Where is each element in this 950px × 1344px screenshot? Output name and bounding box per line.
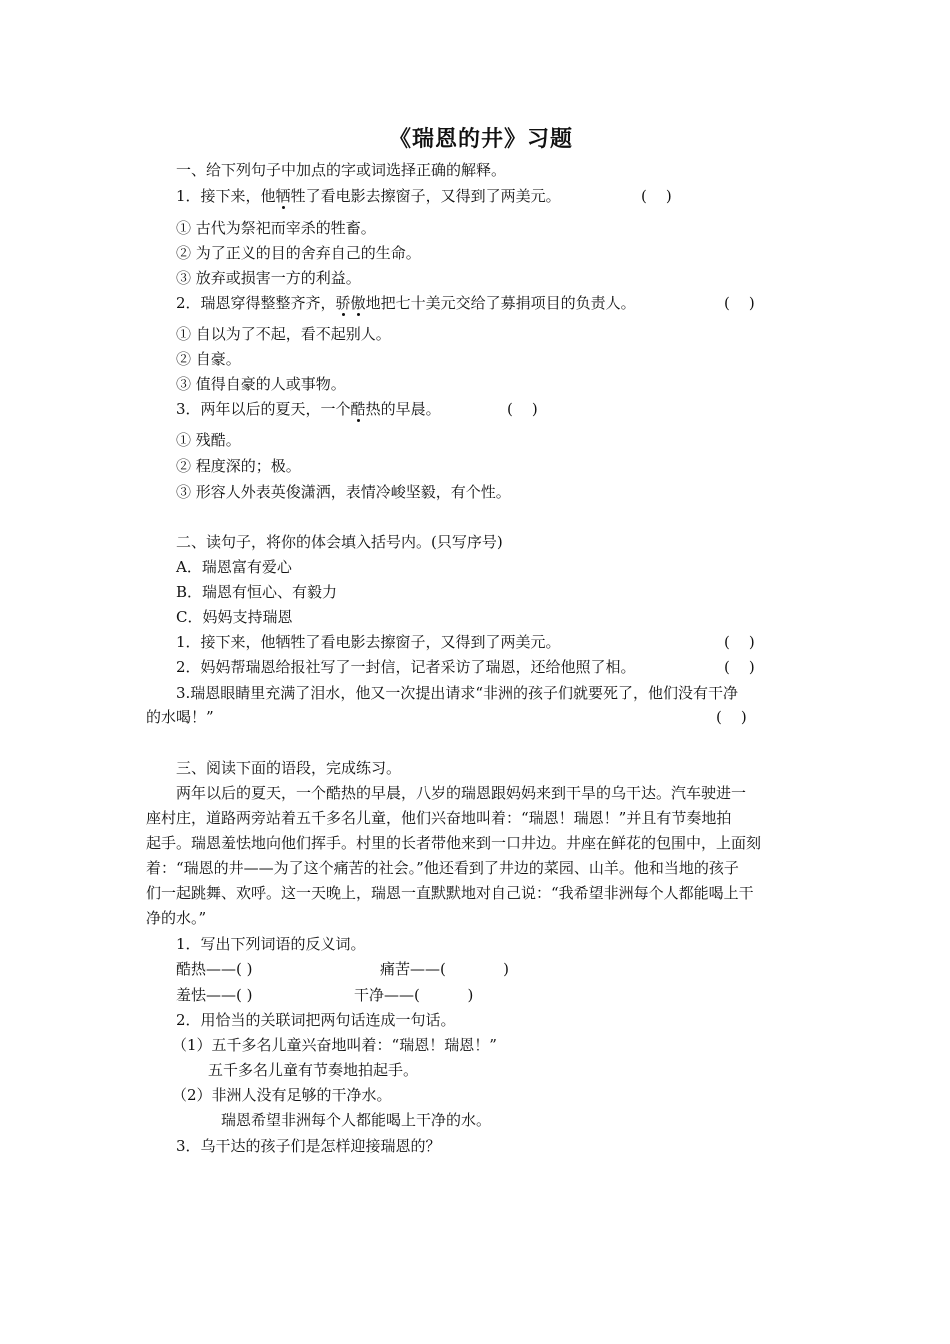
s1-q2-option: ③ 值得自豪的人或事物。 [176,375,346,393]
s1-q3-dotted-char: 酷 [350,400,366,418]
s1-q2-dotted-char: 傲 [350,294,366,312]
s1-q3-option: ① 残酷。 [176,431,241,449]
s1-q1-option: ① 古代为祭祀而宰杀的牲畜。 [176,219,376,237]
s1-question-2 [176,293,636,313]
s2-question-1: 1．接下来，他牺牲了看电影去擦窗子，又得到了两美元。 [176,633,561,651]
s3-question-3: 3．乌干达的孩子们是怎样迎接瑞恩的？ [176,1137,441,1155]
s3-q2-sentence: 瑞恩希望非洲每个人都能喝上干净的水。 [221,1111,492,1129]
antonym-blank: 羞怯——( ) [176,986,253,1004]
s2-question-3-line-1: 3.瑞恩眼睛里充满了泪水，他又一次提出请求“非洲的孩子们就要死了，他们没有干净 [176,684,738,702]
s2-option: C．妈妈支持瑞恩 [176,608,293,626]
s1-q2-answer-paren: ( ) [724,294,755,312]
s1-q2-dotted-char: 骄 [335,294,351,312]
passage-line: 起手。瑞恩羞怯地向他们挥手。村里的长者带他来到一口井边。井座在鲜花的包围中，上面刻 [146,834,762,852]
s3-question-1: 1．写出下列词语的反义词。 [176,935,366,953]
s1-q1-dotted-char: 牺 [275,187,291,205]
s2-question-3-line-2: 的水喝！” [146,708,214,726]
s1-q1-answer-paren: ( ) [641,187,672,205]
antonym-blank: 酷热——( ) [176,960,253,978]
s3-q2-sentence: 五千多名儿童有节奏地拍起手。 [208,1061,419,1079]
page-title: 《瑞恩的井》习题 [388,127,573,152]
s2-q2-answer-paren: ( ) [724,658,755,676]
section-3-heading: 三、阅读下面的语段，完成练习。 [176,759,402,777]
s1-q3-option: ③ 形容人外表英俊潇洒，表情冷峻坚毅，有个性。 [176,483,511,501]
passage-line: 两年以后的夏天，一个酷热的早晨，八岁的瑞恩跟妈妈来到干旱的乌干达。汽车驶进一 [176,784,747,802]
s3-q2-sentence: （2）非洲人没有足够的干净水。 [172,1086,392,1104]
s1-q3-post: 热的早晨。 [365,400,441,418]
s1-question-1 [176,186,561,206]
s2-q1-answer-paren: ( ) [724,633,755,651]
passage-line: 们一起跳舞、欢呼。这一天晚上，瑞恩一直默默地对自己说：“我希望非洲每个人都能喝上干 [146,884,754,902]
section-2-heading: 二、读句子，将你的体会填入括号内。(只写序号) [176,533,503,551]
s1-q1-option: ③ 放弃或损害一方的利益。 [176,269,361,287]
s1-q2-option: ① 自以为了不起，看不起别人。 [176,325,391,343]
s2-option: A．瑞恩富有爱心 [176,558,292,576]
s2-option: B．瑞恩有恒心、有毅力 [176,583,338,601]
s1-question-3 [176,399,441,419]
passage-line: 净的水。” [146,909,207,927]
passage-line: 座村庄，道路两旁站着五千多名儿童，他们兴奋地叫着：“瑞恩！瑞恩！”并且有节奏地拍 [146,809,732,827]
s2-q3-answer-paren: ( ) [716,708,747,726]
section-1-heading: 一、给下列句子中加点的字或词选择正确的解释。 [176,161,507,179]
s2-question-2: 2．妈妈帮瑞恩给报社写了一封信，记者采访了瑞恩，还给他照了相。 [176,658,636,676]
s3-q2-sentence: （1）五千多名儿童兴奋地叫着：“瑞恩！瑞恩！” [172,1036,497,1054]
s1-q3-pre: 3．两年以后的夏天，一个 [176,400,351,418]
s1-q1-post: 牲了看电影去擦窗子，又得到了两美元。 [290,187,561,205]
antonym-blank: 痛苦——( ) [380,960,509,978]
s1-q2-pre: 2．瑞恩穿得整整齐齐， [176,294,336,312]
s1-q1-option: ② 为了正义的目的舍弃自己的生命。 [176,244,421,262]
s1-q3-answer-paren: ( ) [507,400,538,418]
antonym-blank: 干净——( ) [354,986,474,1004]
s1-q2-option: ② 自豪。 [176,350,241,368]
s1-q2-post: 地把七十美元交给了募捐项目的负责人。 [365,294,636,312]
s1-q1-pre: 1．接下来，他 [176,187,276,205]
s1-q3-option: ② 程度深的；极。 [176,457,301,475]
s3-question-2: 2．用恰当的关联词把两句话连成一句话。 [176,1011,456,1029]
passage-line: 着：“瑞恩的井——为了这个痛苦的社会。”他还看到了井边的菜园、山羊。他和当地的孩子 [146,859,739,877]
